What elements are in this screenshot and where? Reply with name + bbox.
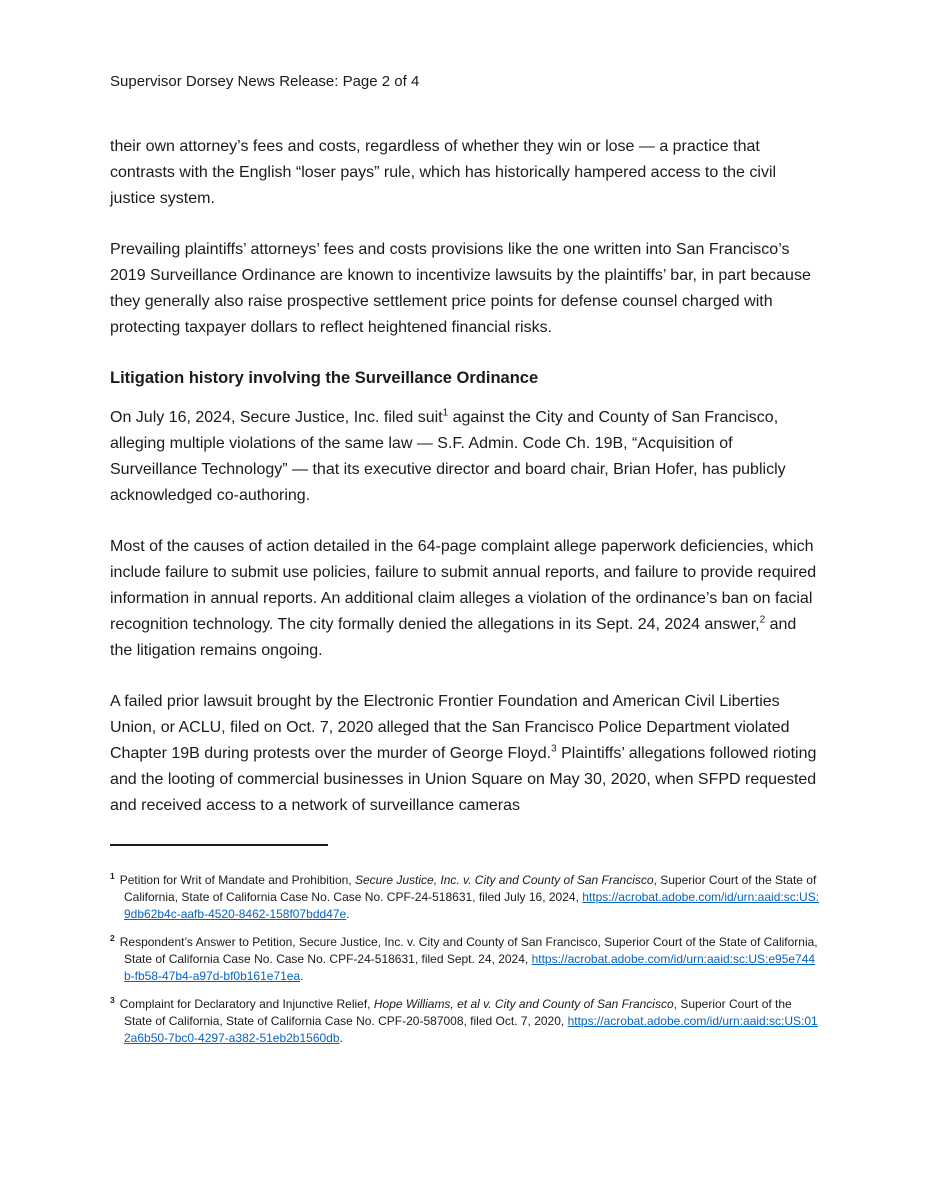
page-header: Supervisor Dorsey News Release: Page 2 of 4 xyxy=(110,73,420,90)
footnote xyxy=(110,996,820,1047)
footnote-number: 3 xyxy=(110,995,115,1005)
text-run: On July 16, 2024, Secure Justice, Inc. filed suit xyxy=(110,409,443,426)
text-run: Secure Justice, Inc. v. City and County of San Francisco xyxy=(354,873,654,887)
text-run: Complaint for Declaratory and Injunctive Relief, xyxy=(119,997,374,1011)
paragraph xyxy=(110,689,820,819)
text-run: their own attorney’s fees and costs, regardless of whether they win or lose — a practice that contrasts with the English “loser pays” rule, which has historically hampered access to the civil justice system. xyxy=(110,138,777,207)
text-run: , Superior Court of the State of California, State of California Case No. Case No. CPF-24-518631, filed July 16, 2024, xyxy=(124,873,817,904)
footnote-reference: 2 xyxy=(759,614,766,626)
text-run: . xyxy=(339,1031,343,1045)
text-run: , Superior Court of the State of California, State of California Case No. CPF-20-587008, filed Oct. 7, 2020, xyxy=(124,997,792,1028)
footnote-number: 2 xyxy=(110,933,115,943)
text-run: . xyxy=(346,907,350,921)
text-run: and the litigation remains ongoing. xyxy=(110,616,797,659)
footnote-reference: 1 xyxy=(442,407,449,419)
text-run: Most of the causes of action detailed in the 64-page complaint allege paperwork deficiencies, which include failure to submit use policies, failure to submit annual reports, and failure to provide required information in annual reports. An additional claim alleges a violation of the ordinance’s ban on facial recognition technology. The city formally denied the allegations in its Sept. 24, 2024 answer, xyxy=(110,538,817,633)
text-run: Hope Williams, et al v. City and County of San Francisco xyxy=(373,997,674,1011)
footnote xyxy=(110,872,820,923)
paragraph xyxy=(110,405,820,509)
text-run: Plaintiffs’ allegations followed rioting and the looting of commercial businesses in Union Square on May 30, 2020, when SFPD requested and received access to a network of surveillance cameras xyxy=(110,745,817,814)
paragraph xyxy=(110,134,820,212)
paragraph xyxy=(110,237,820,341)
footnote-link[interactable]: https://acrobat.adobe.com/id/urn:aaid:sc:US:9db62b4c-aafb-4520-8462-158f07bdd47e xyxy=(124,890,820,921)
text-run: Petition for Writ of Mandate and Prohibition, xyxy=(119,873,355,887)
footnote xyxy=(110,934,820,985)
footnote-separator xyxy=(110,844,328,846)
footnote-number: 1 xyxy=(110,871,115,881)
text-run: . xyxy=(300,969,304,983)
paragraph xyxy=(110,534,820,664)
text-run: Respondent’s Answer to Petition, Secure Justice, Inc. v. City and County of San Francisco, Superior Court of the State of California, State of California Case No. Case No. CPF-24-518631, filed Sept. 24, 2024, xyxy=(119,935,818,966)
footnote-link[interactable]: https://acrobat.adobe.com/id/urn:aaid:sc:US:e95e744b-fb58-47b4-a97d-bf0b161e71ea xyxy=(124,952,816,983)
text-run: A failed prior lawsuit brought by the Electronic Frontier Foundation and American Civil Liberties Union, or ACLU, filed on Oct. 7, 2020 alleged that the San Francisco Police Department violated Chapter 19B during protests over the murder of George Floyd. xyxy=(110,693,790,762)
document-body xyxy=(110,134,820,819)
section-heading xyxy=(110,366,820,390)
footnote-link[interactable]: https://acrobat.adobe.com/id/urn:aaid:sc:US:012a6b50-7bc0-4297-a382-51eb2b1560db xyxy=(124,1014,818,1045)
text-run: Prevailing plaintiffs’ attorneys’ fees and costs provisions like the one written into San Francisco’s 2019 Surveillance Ordinance are known to incentivize lawsuits by the plaintiffs’ bar, in part because they generally also raise prospective settlement price points for defense counsel charged with protecting taxpayer dollars to reflect heightened financial risks. xyxy=(110,241,811,336)
footnotes-section xyxy=(110,872,820,1047)
text-run: against the City and County of San Francisco, alleging multiple violations of the same law — S.F. Admin. Code Ch. 19B, “Acquisition of Surveillance Technology” — that its executive director and board chair, Brian Hofer, has publicly acknowledged co-authoring. xyxy=(110,409,786,504)
text-run: Litigation history involving the Surveillance Ordinance xyxy=(110,369,539,387)
footnote-reference: 3 xyxy=(551,743,557,755)
